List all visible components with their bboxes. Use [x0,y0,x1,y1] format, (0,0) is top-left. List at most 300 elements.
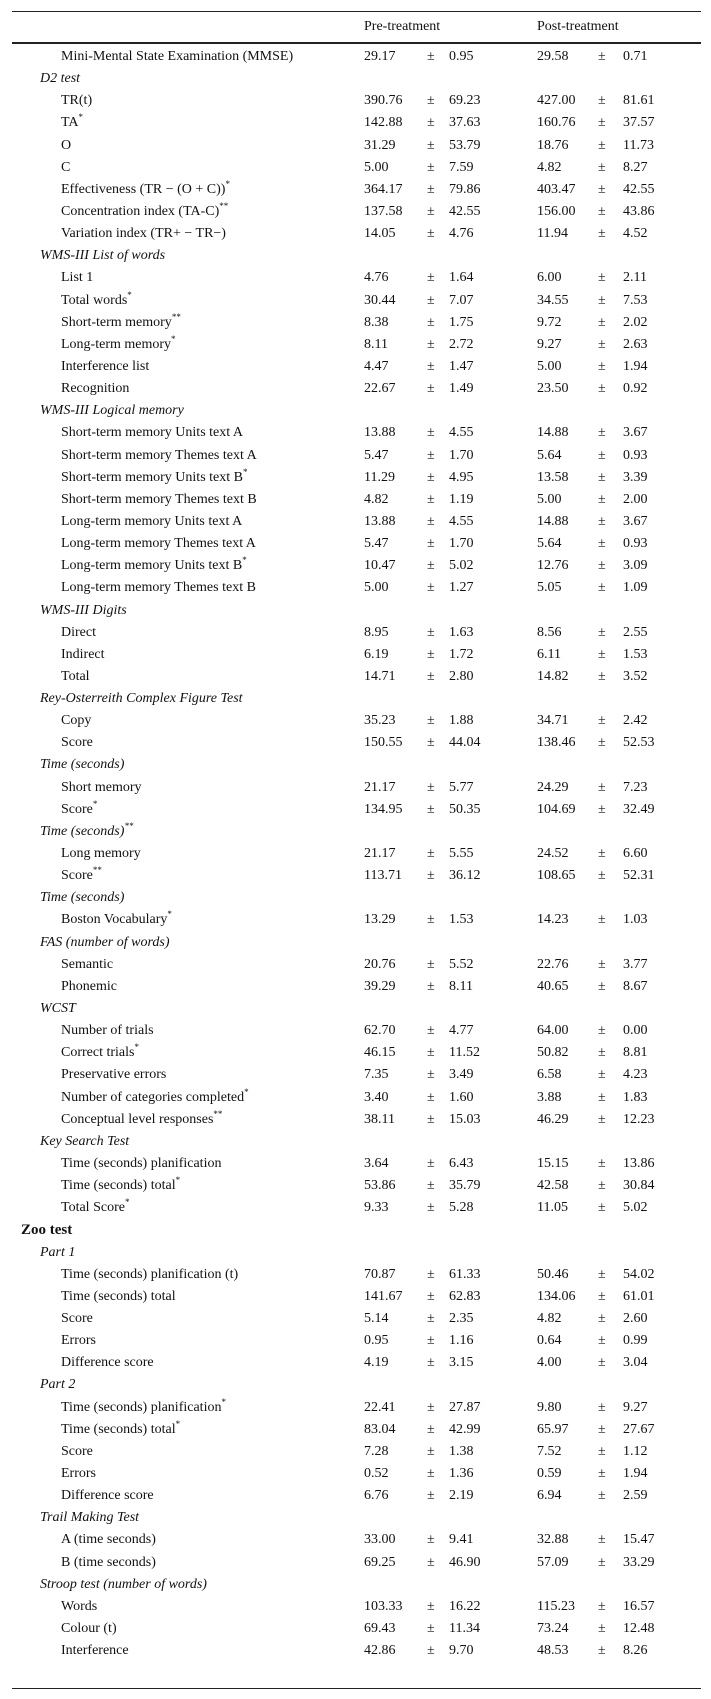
post-mean: 5.05 [537,580,562,596]
pre-mean: 13.88 [364,513,396,529]
post-sd: 2.55 [623,624,648,640]
pre-sd: 36.12 [449,868,481,884]
label-text: Difference score [61,1355,154,1371]
pre-mean: 53.86 [364,1178,396,1194]
post-mean: 24.52 [537,846,569,862]
pre-plus-minus: ± [427,1598,435,1614]
pre-mean: 364.17 [364,181,403,197]
table-row [12,114,701,136]
pre-mean: 42.86 [364,1643,396,1659]
post-mean: 15.15 [537,1156,569,1171]
post-mean: 0.59 [537,1465,562,1481]
pre-plus-minus: ± [427,1643,435,1659]
pre-mean: 38.11 [364,1111,395,1127]
post-mean: 34.55 [537,292,569,308]
table-row [12,159,701,181]
pre-plus-minus: ± [427,1200,435,1216]
post-plus-minus: ± [598,49,606,64]
section-label [40,247,165,265]
row-label [61,798,98,819]
post-sd: 0.99 [623,1333,648,1349]
pre-mean: 8.11 [364,336,388,352]
post-mean: 14.82 [537,668,569,684]
table-row [12,646,701,668]
pre-sd: 1.47 [449,358,474,374]
post-sd: 4.23 [623,1067,648,1083]
significance-marker: * [175,1175,181,1186]
pre-plus-minus: ± [427,558,435,574]
post-sd: 9.27 [623,1399,648,1415]
pre-sd: 1.53 [449,912,474,928]
pre-sd: 44.04 [449,735,481,751]
section-label [40,934,170,952]
table-row [12,1066,701,1088]
section-heading-row [12,602,701,624]
pre-sd: 15.03 [449,1111,481,1127]
section-label [40,1376,75,1394]
pre-sd: 9.70 [449,1643,474,1659]
label-text: Concentration index (TA-C) [61,203,220,219]
pre-sd: 37.63 [449,115,481,131]
post-plus-minus: ± [598,358,606,374]
label-text: Colour (t) [61,1620,117,1636]
label-text: WMS-III Logical memory [40,403,184,419]
pre-mean: 6.76 [364,1488,389,1504]
pre-plus-minus: ± [427,1421,435,1437]
table-row [12,845,701,867]
post-mean: 24.29 [537,779,569,795]
table-row [12,1155,701,1177]
pre-sd: 3.49 [449,1067,474,1083]
post-sd: 0.92 [623,381,648,397]
table-row [12,1531,701,1553]
table-row [12,200,701,225]
pre-sd: 2.80 [449,668,474,684]
post-sd: 2.42 [623,713,648,729]
pre-plus-minus: ± [427,580,435,596]
post-sd: 12.48 [623,1620,655,1636]
table-row [12,225,701,247]
post-plus-minus: ± [598,425,606,441]
pre-sd: 53.79 [449,137,481,153]
row-label [61,513,242,531]
significance-marker: ** [124,820,134,831]
pre-sd: 5.28 [449,1200,474,1216]
pre-mean: 4.47 [364,358,389,374]
pre-sd: 50.35 [449,801,481,817]
post-plus-minus: ± [598,1310,606,1326]
label-text: Time (seconds) [40,890,125,906]
post-mean: 29.58 [537,49,569,64]
pre-plus-minus: ± [427,49,435,64]
post-sd: 1.09 [623,580,648,596]
post-plus-minus: ± [598,1554,606,1570]
post-sd: 27.67 [623,1421,655,1437]
pre-plus-minus: ± [427,1310,435,1326]
label-text: Score [61,1310,93,1326]
post-sd: 1.12 [623,1443,648,1459]
pre-sd: 27.87 [449,1399,481,1415]
pre-plus-minus: ± [427,1067,435,1083]
post-mean: 65.97 [537,1421,569,1437]
pre-plus-minus: ± [427,292,435,308]
pre-sd: 4.95 [449,469,474,485]
pre-sd: 5.55 [449,846,474,862]
post-plus-minus: ± [598,1045,606,1061]
row-label [61,1396,226,1417]
pre-plus-minus: ± [427,1443,435,1459]
significance-marker: ** [92,865,102,876]
pre-plus-minus: ± [427,336,435,352]
label-text: Time (seconds) planification (t) [61,1266,239,1282]
post-plus-minus: ± [598,1089,606,1105]
section-label [40,889,124,907]
label-text: Key Search Test [40,1133,130,1149]
table-row [12,1086,701,1111]
pre-plus-minus: ± [427,1465,435,1481]
pre-plus-minus: ± [427,425,435,441]
post-sd: 1.53 [623,646,648,662]
pre-sd: 1.19 [449,491,474,507]
table-row [12,978,701,1000]
table-row [12,358,701,380]
pre-sd: 1.16 [449,1333,474,1349]
row-label [61,734,93,752]
label-text: Long-term memory Themes text B [61,580,256,596]
post-mean: 4.82 [537,1310,562,1326]
row-label [61,1620,117,1638]
row-label [61,1531,156,1549]
section-heading-row [12,1576,701,1598]
pre-sd: 4.77 [449,1023,474,1039]
table-row [12,1177,701,1199]
row-label [61,535,256,553]
section-heading-row [12,889,701,911]
row-label [61,712,91,730]
table-header-rule [12,42,701,44]
table-row [12,380,701,402]
label-text: Copy [61,713,92,729]
post-sd: 5.02 [623,1200,648,1216]
label-text: Part 2 [40,1377,76,1393]
pre-sd: 5.77 [449,779,474,795]
post-sd: 0.93 [623,447,648,463]
post-mean: 5.64 [537,536,562,552]
pre-sd: 1.70 [449,447,474,463]
section-label [40,820,134,841]
post-plus-minus: ± [598,624,606,640]
label-text: Interference list [61,358,150,374]
post-plus-minus: ± [598,713,606,729]
pre-sd: 11.34 [449,1620,480,1636]
label-text: Time (seconds) [40,823,125,839]
pre-mean: 9.33 [364,1200,389,1216]
label-text: Rey-Osterreith Complex Figure Test [40,691,243,707]
pre-plus-minus: ± [427,447,435,463]
pre-sd: 6.43 [449,1156,474,1171]
pre-sd: 7.07 [449,292,474,308]
post-mean: 34.71 [537,713,569,729]
pre-sd: 4.55 [449,425,474,441]
post-sd: 7.53 [623,292,648,308]
significance-marker: * [124,1197,130,1208]
post-sd: 8.67 [623,978,648,994]
pre-sd: 2.35 [449,1310,474,1326]
post-plus-minus: ± [598,580,606,596]
post-plus-minus: ± [598,336,606,352]
row-label [61,1642,129,1660]
post-plus-minus: ± [598,558,606,574]
post-mean: 4.00 [537,1355,562,1371]
post-plus-minus: ± [598,1465,606,1481]
post-sd: 4.52 [623,226,648,242]
post-plus-minus: ± [598,1399,606,1415]
pre-mean: 22.67 [364,381,396,397]
row-label [61,491,257,509]
table-row [12,1418,701,1443]
post-mean: 7.52 [537,1443,562,1459]
post-mean: 108.65 [537,868,576,884]
significance-marker: * [171,333,176,344]
table-row [12,1443,701,1465]
pre-mean: 35.23 [364,713,396,729]
row-label [61,1443,93,1461]
post-plus-minus: ± [598,93,606,109]
row-label [61,1487,154,1505]
post-plus-minus: ± [598,226,606,242]
row-label [61,424,243,442]
significance-marker: * [225,178,230,189]
pre-mean: 62.70 [364,1023,396,1039]
pre-sd: 1.63 [449,624,474,640]
significance-marker: * [175,1418,181,1429]
pre-plus-minus: ± [427,956,435,972]
table-row [12,557,701,579]
section-heading-row [12,402,701,424]
significance-marker: * [242,555,247,566]
post-mean: 4.82 [537,159,562,175]
table-row [12,1465,701,1487]
post-mean: 8.56 [537,624,562,640]
post-sd: 52.31 [623,868,655,884]
row-label [61,845,141,863]
post-plus-minus: ± [598,846,606,862]
pre-mean: 141.67 [364,1288,403,1304]
table-row [12,466,701,491]
pre-sd: 35.79 [449,1178,481,1194]
pre-mean: 21.17 [364,846,396,862]
label-text: Part 1 [40,1244,76,1260]
significance-marker: ** [219,200,229,211]
post-plus-minus: ± [598,1023,606,1039]
table-row [12,535,701,557]
label-text: B (time seconds) [61,1554,156,1570]
pre-sd: 1.64 [449,270,474,286]
pre-plus-minus: ± [427,713,435,729]
post-plus-minus: ± [598,469,606,485]
table-row [12,867,701,889]
section-label [40,602,127,620]
post-plus-minus: ± [598,1620,606,1636]
post-plus-minus: ± [598,314,606,330]
pre-mean: 6.19 [364,646,389,662]
post-sd: 3.67 [623,425,648,441]
row-label [61,1108,223,1129]
pre-sd: 1.60 [449,1089,474,1105]
significance-marker: * [127,289,132,300]
pre-sd: 2.19 [449,1488,474,1504]
pre-sd: 42.99 [449,1421,481,1437]
post-mean: 23.50 [537,381,569,397]
post-mean: 11.05 [537,1200,568,1216]
label-text: Phonemic [61,978,117,994]
pre-sd: 1.75 [449,314,474,330]
post-mean: 13.58 [537,469,569,485]
pre-sd: 1.70 [449,536,474,552]
post-plus-minus: ± [598,1067,606,1083]
label-text: O [61,137,72,153]
pre-plus-minus: ± [427,137,435,153]
label-text: Long-term memory [61,336,172,352]
row-label [61,668,90,686]
post-plus-minus: ± [598,1598,606,1614]
significance-marker: * [242,466,248,477]
post-sd: 13.86 [623,1156,655,1171]
section-label [40,690,243,708]
pre-plus-minus: ± [427,978,435,994]
post-sd: 42.55 [623,181,655,197]
pre-sd: 4.55 [449,513,474,529]
section-label [40,402,184,420]
label-text: Time (seconds) planification [61,1399,222,1415]
post-plus-minus: ± [598,1288,606,1304]
row-label [61,1266,238,1284]
post-plus-minus: ± [598,292,606,308]
significance-marker: * [78,112,84,123]
label-text: Short-term memory Units text B [61,469,243,485]
pre-sd: 8.11 [449,978,473,994]
post-sd: 54.02 [623,1266,655,1282]
label-text: Correct trials [61,1045,135,1061]
table-row [12,1288,701,1310]
pre-plus-minus: ± [427,381,435,397]
pre-mean: 30.44 [364,292,396,308]
label-text: C [61,159,71,175]
row-label [61,1066,166,1084]
table-top-rule [12,11,701,12]
pre-mean: 31.29 [364,137,396,153]
section-label [40,1244,75,1262]
pre-sd: 11.52 [449,1045,480,1061]
post-sd: 16.57 [623,1598,655,1614]
row-label [61,1288,176,1306]
post-sd: 12.23 [623,1111,655,1127]
pre-mean: 83.04 [364,1421,396,1437]
pre-mean: 4.76 [364,270,389,286]
table-row [12,624,701,646]
post-mean: 50.46 [537,1266,569,1282]
pre-plus-minus: ± [427,779,435,795]
label-text: Errors [61,1465,96,1481]
pre-plus-minus: ± [427,735,435,751]
label-text: Short-term memory Units text A [61,425,243,441]
pre-plus-minus: ± [427,1266,435,1282]
section-label [40,1576,207,1594]
pre-plus-minus: ± [427,646,435,662]
table-row [12,668,701,690]
row-label [61,1354,154,1372]
label-text: Zoo test [21,1222,73,1239]
row-label [61,333,176,354]
post-sd: 0.00 [623,1023,648,1039]
pre-plus-minus: ± [427,1045,435,1061]
row-label [61,1177,180,1195]
post-plus-minus: ± [598,115,606,131]
pre-sd: 4.76 [449,226,474,242]
row-label [61,1554,156,1572]
post-sd: 2.00 [623,491,648,507]
row-label [61,557,247,575]
pre-plus-minus: ± [427,668,435,684]
label-text: List 1 [61,270,94,286]
label-text: Semantic [61,956,114,972]
row-label [61,311,181,332]
pre-plus-minus: ± [427,1288,435,1304]
pre-mean: 14.71 [364,668,396,684]
post-mean: 5.00 [537,491,562,507]
row-label [61,1155,221,1173]
pre-mean: 22.41 [364,1399,396,1415]
table-row [12,1620,701,1642]
pre-mean: 5.47 [364,536,389,552]
post-sd: 6.60 [623,846,648,862]
pre-plus-minus: ± [427,846,435,862]
row-label [61,289,132,310]
post-plus-minus: ± [598,181,606,197]
pre-plus-minus: ± [427,1089,435,1105]
row-label [61,1044,139,1062]
label-text: Score [61,1443,93,1459]
pre-plus-minus: ± [427,536,435,552]
pre-mean: 150.55 [364,735,403,751]
section-label [40,1509,139,1527]
row-label [61,1310,93,1328]
label-text: WCST [40,1001,76,1017]
post-plus-minus: ± [598,137,606,153]
table-row [12,1108,701,1133]
row-label [61,867,102,885]
label-text: Words [61,1598,98,1614]
pre-sd: 16.22 [449,1598,481,1614]
post-plus-minus: ± [598,668,606,684]
row-label [61,447,257,465]
pre-mean: 39.29 [364,978,396,994]
pre-sd: 1.72 [449,646,474,662]
table-row [12,92,701,114]
section-label [40,70,80,88]
pre-sd: 0.95 [449,49,474,64]
pre-plus-minus: ± [427,1532,435,1548]
label-text: Total [61,668,90,684]
table-row [12,734,701,756]
pre-plus-minus: ± [427,513,435,529]
row-label [61,466,248,487]
label-text: A (time seconds) [61,1532,156,1548]
label-text: TA [61,115,79,131]
pre-sd: 3.15 [449,1355,474,1371]
label-text: Number of trials [61,1023,154,1039]
label-text: Number of categories completed [61,1089,245,1105]
